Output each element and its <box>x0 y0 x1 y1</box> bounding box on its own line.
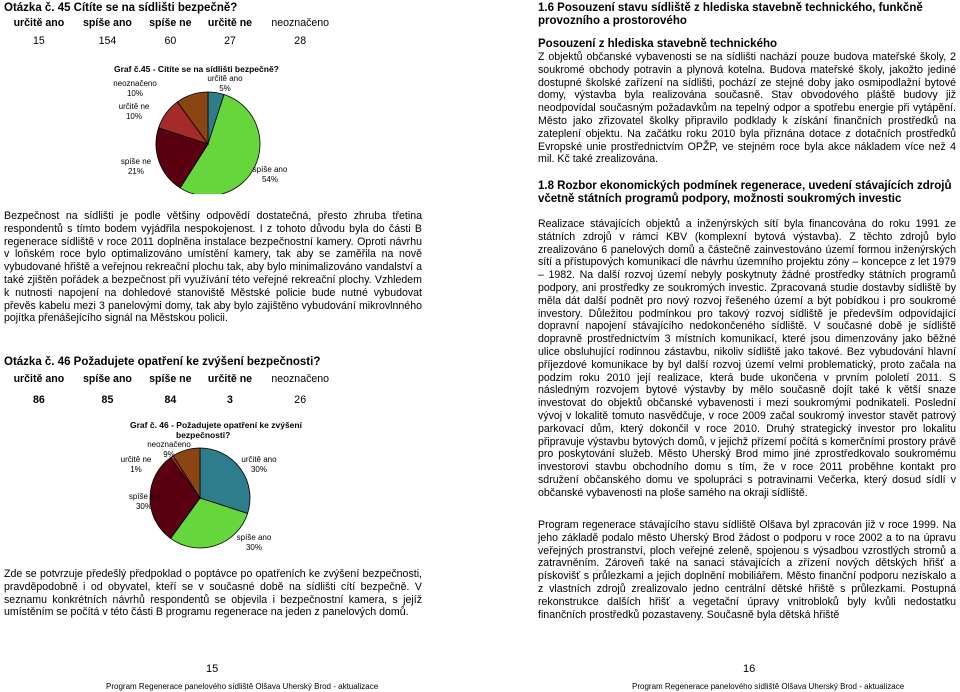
chart-46-label-urcite-ano <box>234 455 284 475</box>
q46-header-cell: určitě ano <box>13 373 65 385</box>
q46-value-cell: 84 <box>164 394 177 406</box>
label-text: určitě ano <box>241 455 277 464</box>
section-1-8-heading: 1.8 Rozbor ekonomických podmínek regenerace, uvedení stávajících zdrojů včetně státních programů podpory, možnosti soukromých investic <box>538 180 952 205</box>
q46-heading: Otázka č. 46 Požadujete opatření ke zvýšení bezpečnosti? <box>4 356 321 368</box>
page-footer: Program Regenerace panelového sídliště Olšava Uherský Brod - aktualizace <box>106 682 379 691</box>
q45-table <box>4 17 340 53</box>
label-text: spíše ano <box>236 533 272 542</box>
page-number: 16 <box>743 663 756 675</box>
chart-46-label-spise-ne <box>124 492 164 512</box>
q45-value-cell: 28 <box>294 35 307 47</box>
chart-45 <box>100 64 350 194</box>
label-pct: 21% <box>127 167 144 176</box>
q45-value-cell: 27 <box>224 35 236 47</box>
label-pct: 1% <box>130 465 142 474</box>
chart-46 <box>110 420 310 560</box>
chart-46-label-urcite-ne <box>116 455 156 475</box>
chart-45-label-spise-ne <box>116 157 156 177</box>
chart-45-label-urcite-ne <box>114 102 154 122</box>
label-pct: 30% <box>135 502 152 511</box>
q46-paragraph: Zde se potvrzuje předešlý předpoklad o poptávce po opatřeních ke zvýšení bezpečnosti, pravděpodobně i od obyvatel, kteří se v současné době na sídlišti cítí bezpečně. V seznamu konkrétních návrhů respondentů se objevila i bezpečnostní kamera, s jejíž umístěním se počítá v této části B programu regenerace na jeden z panelových domů. <box>4 568 422 619</box>
chart-46-label-spise-ano <box>234 533 274 553</box>
label-text: určitě ne <box>120 455 152 464</box>
q45-heading: Otázka č. 45 Cítíte se na sídlišti bezpečně? <box>4 2 238 14</box>
section-1-6-heading: 1.6 Posouzení stavu sídliště z hlediska stavebně technického, funkčně provozního a prostorového <box>538 2 923 27</box>
q46-value-cell: 3 <box>227 394 233 406</box>
q46-value-cell: 26 <box>294 394 307 406</box>
q45-table-values <box>4 29 340 53</box>
q46-header-cell: neoznačeno <box>271 373 330 385</box>
q45-header-cell: spíše ne <box>149 17 192 29</box>
q45-value-cell: 154 <box>98 35 117 47</box>
section-1-8-paragraph-2: Program regenerace stávajícího stavu sídliště Olšava byl zpracován již v roce 1999. Na jeho základě podalo město Uherský Brod žádost o podporu v roce 2002 a to na úpravu veřejných prostranství, ploch veřejné zeleně, spojenou s výsadbou vzrostlých stromů a zatravněním. Zároveň také na sanaci stávajících a zřízení nových dětských hřišť a pískovišť s průlezkami a jejich doplnění mobiliářem. Město finanční podporu nezískalo a z vlastních zdrojů zrealizovalo jedno centrální dětské hřiště s průlezkami. Postupná rekonstrukce dalších hřišť a vegetační úpravy vnitrobloků byly kvůli nedostatku finančních prostředků pozastaveny. Současně byla dětská hřiště <box>538 519 956 621</box>
chart-45-title: Graf č.45 - Cítíte se na sídlišti bezpečně? <box>114 64 279 74</box>
label-pct: 30% <box>245 543 262 552</box>
q46-header-cell: spíše ne <box>149 373 192 385</box>
chart-45-label-spise-ano <box>250 165 290 185</box>
q46-header-cell: spíše ano <box>83 373 132 385</box>
section-1-8-paragraph-1: Realizace stávajících objektů a inženýrských sítí byla financována do roku 1991 ze státních zdrojů v rámci KBV (komplexní bytová výstavba). Z těchto zdrojů bylo zrealizováno 6 panelových domů a částečně zainvestováno území formou inženýrských sítí a přístupových komunikací dle návrhu územního projektu zóny – koncepce z let 1979 – 1982. Na další rozvoj území nebyly poskytnuty žádné prostředky státních programů podpory, ani prostředky ze soukromých investic. Zpracovaná studie dostavby sídliště by měla dát další podnět pro nový rozvoj řešeného území a být pobídkou i pro soukromé investory. Důležitou podmínkou pro takový rozvoj sídliště je především odpovídající dopravní napojení stávajícího nedokončeného sídliště. V současné době je sídliště dopravně prostřednictvím 3 místních komunikací, které jsou dimenzovány jako běžné ulice obsluhující rodinnou zástavbu, nikoliv sídliště jako takové. Bez vybudování hlavní příjezdové komunikace by byl další rozvoj území velmi problematický, proto začala na podzim roku 2010 její realizace, která bude ukončena v prvním pololetí 2011. S následným rozvojem bytové výstavby by mělo současně dojít také k větší snaze investovat do objektů občanské vybavenosti i mezi soukromými podnikateli. Poslední vývoj v lokalitě tomuto nasvědčuje, v roce 2009 začal soukromý investor stavět patrový parkovací dům, který dokončil v roce 2010. Druhý strategický investor pro lokalitu připravuje výstavbu bytových domů, v jejichž přízemí počítá s komerčními prostory právě pro poskytování služeb. Město Uherský Brod mimo jiné zprostředkovalo soukromému investorovi stavbu obchodního domu s tím, že v roce 2011 proběhne kontakt pro sdružení občanského domu ve spolupráci s potravinami Večerka, který dosud sídlí v občanské vybavenosti na ploše samého na okraji sídliště. <box>538 218 956 499</box>
q46-table-header <box>4 373 340 385</box>
label-pct: 10% <box>125 112 142 121</box>
page-number: 15 <box>206 663 219 675</box>
label-pct: 54% <box>261 175 278 184</box>
section-1-6-paragraph: Z objektů občanské vybavenosti se na sídlišti nachází pouze budova mateřské školy, 2 soukromé obchody potravin a plynová kotelna. Budova mateřské školy, jakožto jediné dostupné školské zařízení na sídlišti, pochází ze stejné doby jako osmipodlažní bytové domy, výstavba byla realizována současně. Stav obvodového pláště budovy již neodpovídal současným požadavkům na tepelný odpor a spotřebu energie při vytápění. Město jako zřizovatel školky připravilo podklady k získání finančních prostředků na zateplení objektu. Na začátku roku 2010 byla přiznána dotace z dotačních prostředků Evropské unie prostřednictvím OPŽP, ve stejném roce byla akce nákladem více než 4 mil. Kč také zrealizována. <box>538 51 956 166</box>
label-text: neoznačeno <box>147 440 191 449</box>
page-footer: Program Regenerace panelového sídliště Olšava Uherský Brod - aktualizace <box>632 682 905 691</box>
q45-header-cell: spíše ano <box>83 17 132 29</box>
section-1-6-subheading: Posouzení z hlediska stavebně technického <box>538 38 778 50</box>
label-text: spíše ne <box>120 157 152 166</box>
label-text: neoznačeno <box>113 79 157 88</box>
label-pct: 9% <box>163 450 175 459</box>
q46-table <box>4 373 340 415</box>
q46-value-cell: 85 <box>101 394 114 406</box>
label-text: spíše ne <box>128 492 160 501</box>
chart-45-label-neoznaceno <box>110 79 160 99</box>
label-pct: 5% <box>219 84 231 93</box>
label-text: spíše ano <box>252 165 288 174</box>
chart-46-pie <box>110 420 310 560</box>
q45-header-cell: určitě ne <box>207 17 253 29</box>
chart-46-title-line-1: Graf č. 46 - Požadujete opatření ke zvýšení <box>130 420 302 430</box>
chart-45-label-urcite-ano <box>200 74 250 94</box>
chart-46-title-line-2: bezpečnosti? <box>176 430 231 440</box>
q46-value-cell: 86 <box>32 394 45 406</box>
q45-value-cell: 15 <box>32 35 45 47</box>
label-text: určitě ne <box>118 102 150 111</box>
label-pct: 30% <box>250 465 267 474</box>
label-pct: 10% <box>126 89 143 98</box>
q45-value-cell: 60 <box>164 35 177 47</box>
q45-header-cell: určitě ano <box>13 17 65 29</box>
label-text: určitě ano <box>207 74 243 83</box>
q46-header-cell: určitě ne <box>207 373 253 385</box>
q46-table-values <box>4 385 340 415</box>
q45-table-header <box>4 17 340 29</box>
q45-paragraph: Bezpečnost na sídlišti je podle většiny odpovědí dostatečná, přesto zhruba třetina respondentů s tímto bodem vyjádřila nespokojenost. I z tohoto důvodu byla do části B regenerace sídliště v roce 2011 doplněna instalace bezpečnostní kamery. Oproti návrhu v loňském roce bylo optimalizováno umístění kamery, tak aby se zaměřila na nově vybudované hřiště a veřejnou rekreační plochu tak, aby bylo minimalizováno vandalství a také zjištěn pořádek a bezpečnost při využívání této veřejné rekreační plochy. Vzhledem k nutnosti napojení na dohledové stanoviště Městské policie bude nutné vybudovat převěs kabelu mezi 3 panelovými domy, tak aby bylo zajištěno vybudování mikrovlnného pojítka přenášejícího signál na Městskou policii. <box>4 210 422 325</box>
q45-header-cell: neoznačeno <box>271 17 330 29</box>
right-page <box>480 0 960 692</box>
